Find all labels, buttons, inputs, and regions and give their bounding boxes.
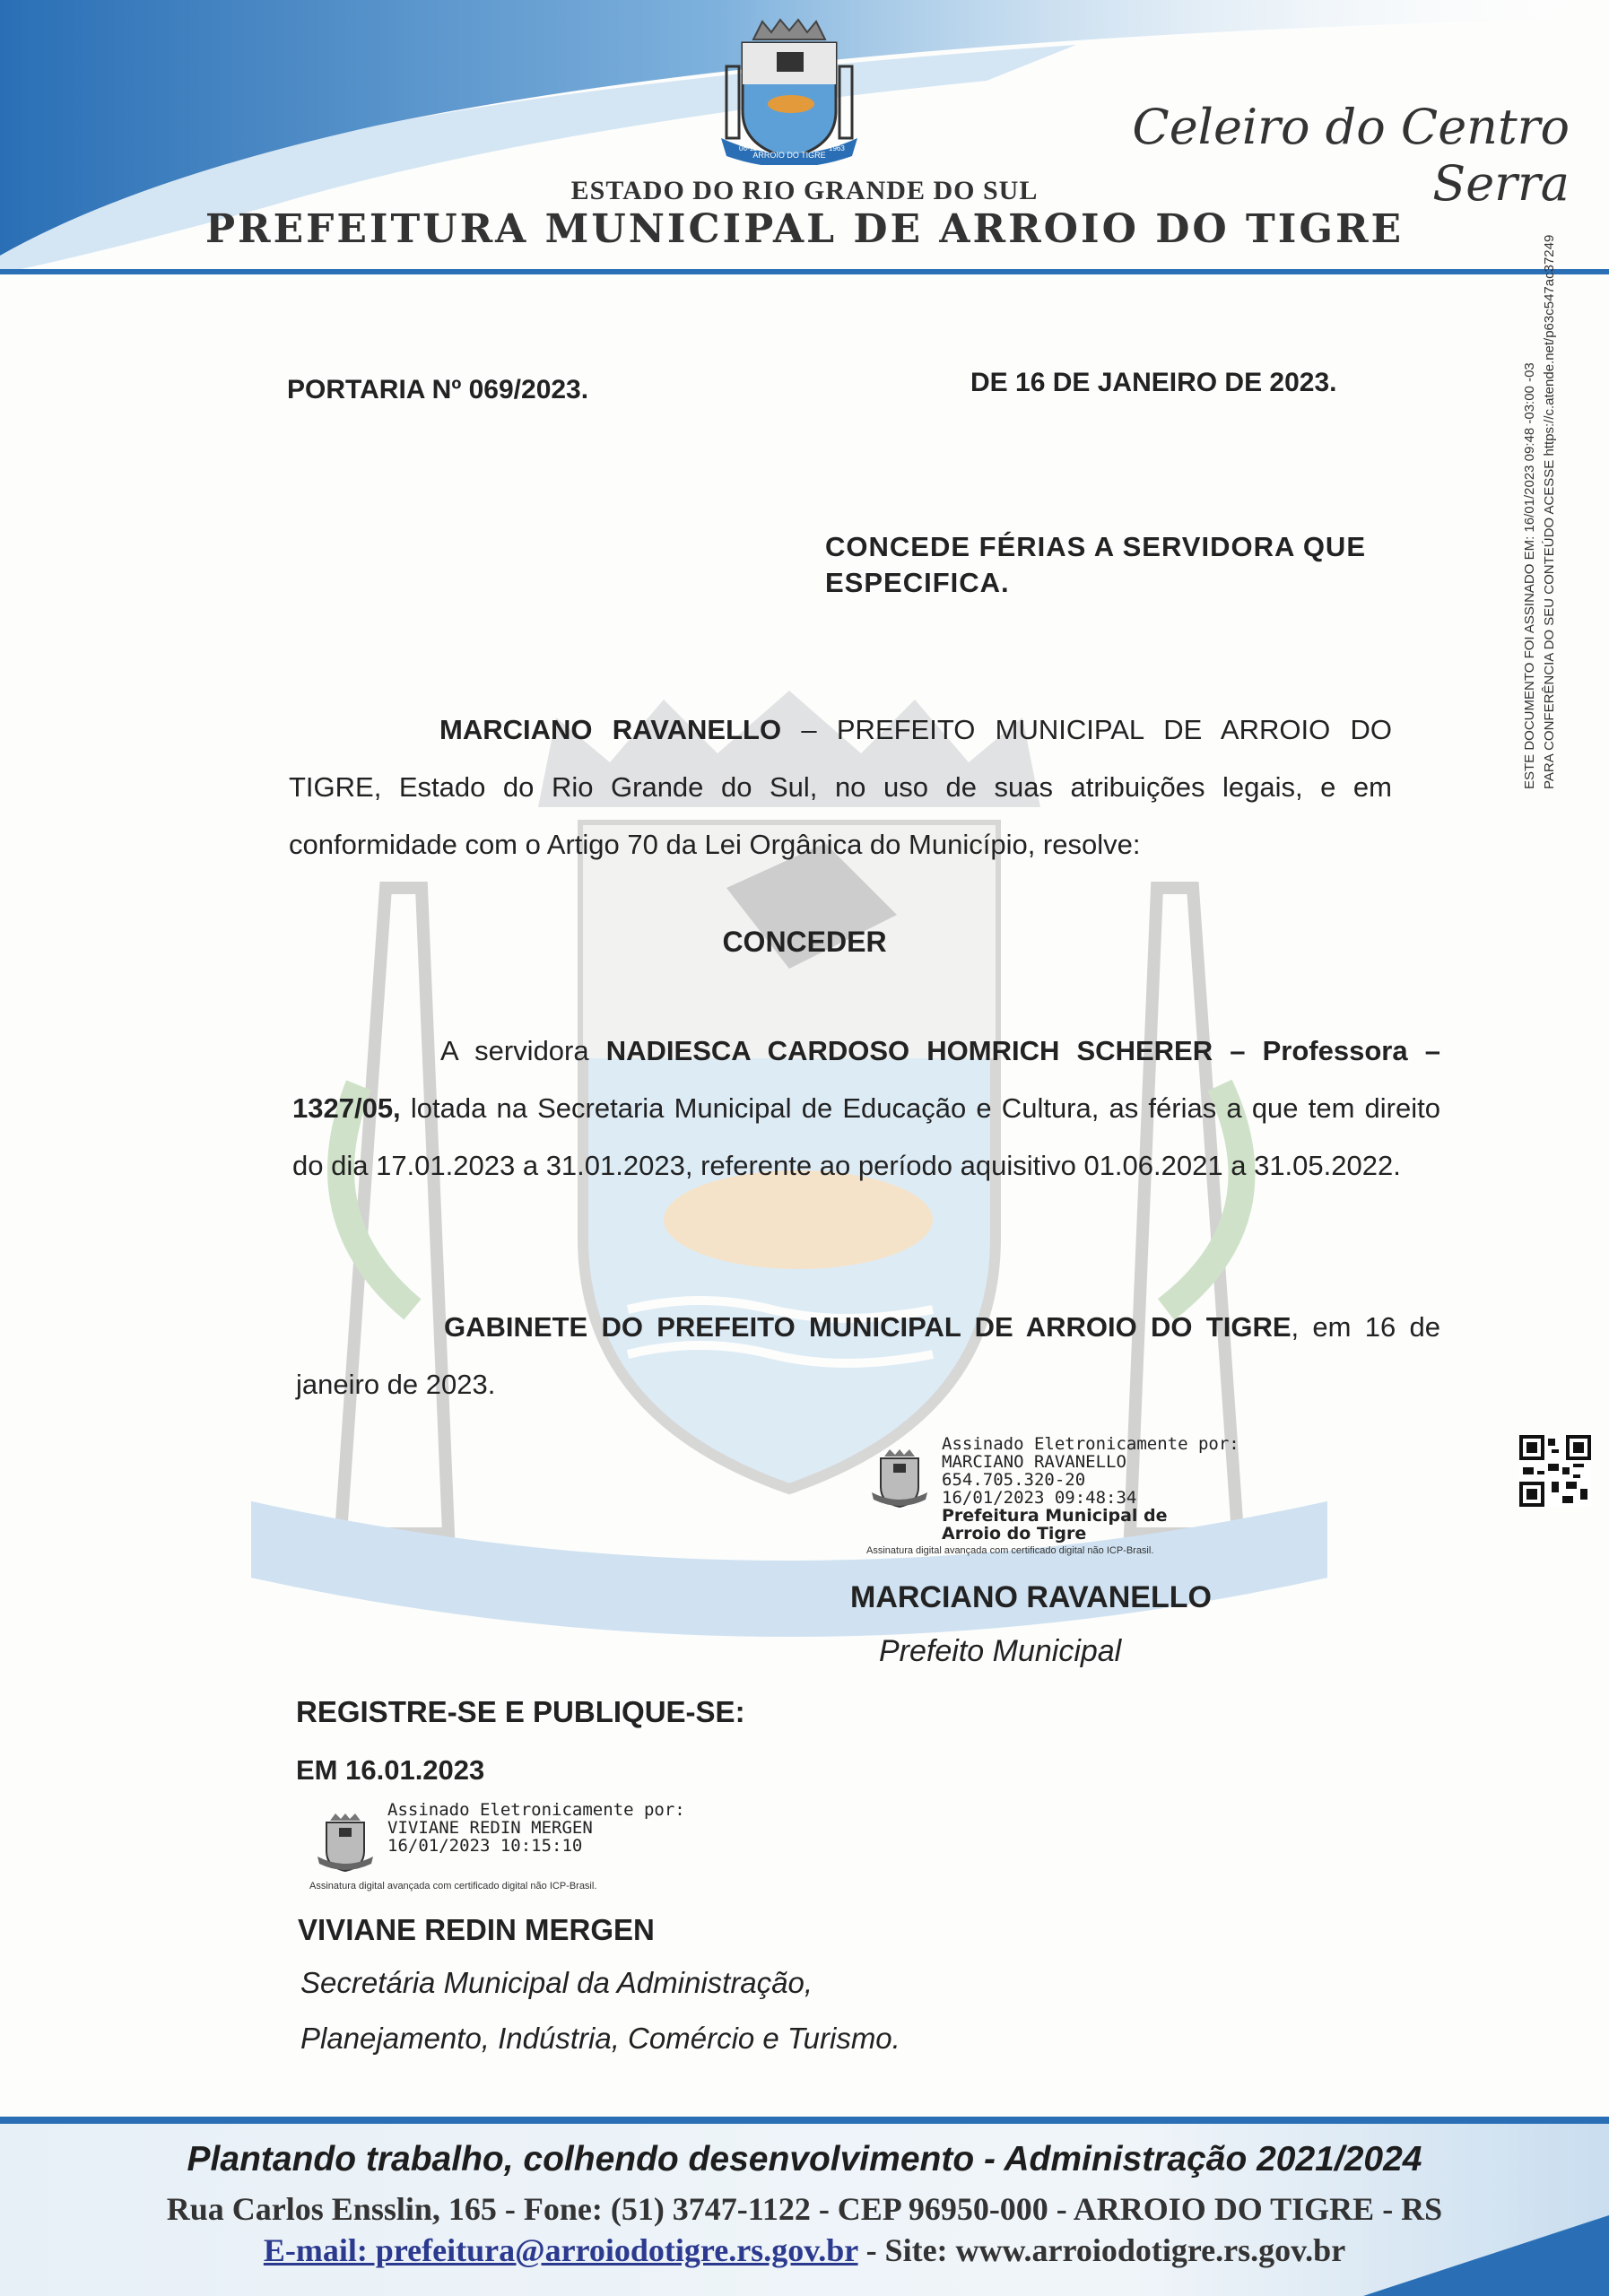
portaria-number: PORTARIA Nº 069/2023. (287, 375, 589, 404)
paragraph-preamble (289, 701, 1392, 874)
grant-text: lotada na Secretaria Municipal de Educação e Cultura, as férias a que tem direito do dia 17.01.2023 a 31.01.2023, referente ao período aquisitivo 01.06.2021 a 31.05.2022. (292, 1092, 1440, 1181)
signed-datetime: 16/01/2023 09:48:34 (942, 1488, 1137, 1508)
mayor-signature-name: MARCIANO RAVANELLO (850, 1580, 1212, 1614)
footer-slogan: Plantando trabalho, colhendo desenvolvimento - Administração 2021/2024 (187, 2140, 1422, 2179)
coat-of-arms-logo (718, 13, 861, 165)
svg-text:ARROIO DO TIGRE: ARROIO DO TIGRE (752, 151, 826, 160)
signed-by-label: Assinado Eletronicamente por: (387, 1800, 685, 1820)
signer-name: MARCIANO RAVANELLO (942, 1452, 1126, 1472)
qr-code[interactable] (1519, 1435, 1591, 1507)
signature-seal-icon (868, 1448, 931, 1510)
footer-contact (0, 2231, 1609, 2269)
conceder-heading: CONCEDER (722, 926, 887, 958)
footer-address: Rua Carlos Ensslin, 165 - Fone: (51) 3747-1122 - CEP 96950-000 - ARROIO DO TIGRE - RS (166, 2191, 1443, 2227)
signature-note: Assinatura digital avançada com certificado digital não ICP-Brasil. (309, 1881, 597, 1892)
signature-note: Assinatura digital avançada com certificado digital não ICP-Brasil. (866, 1545, 1154, 1556)
grant-intro: A servidora (440, 1035, 606, 1066)
motto: Celeiro do Centro Serra (1132, 99, 1570, 212)
verification-side-text (1520, 72, 1574, 789)
cabinet-name: GABINETE DO PREFEITO MUNICIPAL DE ARROIO DO TIGRE (444, 1311, 1292, 1343)
verification-line1: ESTE DOCUMENTO FOI ASSINADO EM: 16/01/2023 09:48 -03:00 -03 (1522, 362, 1537, 789)
paragraph-grant (292, 1022, 1440, 1195)
signature-meta-mayor (942, 1435, 1239, 1543)
svg-text:06-11: 06-11 (739, 144, 757, 152)
secretary-role-line2: Planejamento, Indústria, Comércio e Turismo. (300, 2022, 900, 2055)
verification-line2: PARA CONFERÊNCIA DO SEU CONTEÚDO ACESSE https://c.atende.net/p63c547ac37249 (1542, 234, 1557, 789)
svg-text:1963: 1963 (829, 144, 845, 152)
signer-org-line2: Arroio do Tigre (942, 1524, 1087, 1544)
signer-name: VIVIANE REDIN MERGEN (387, 1818, 593, 1838)
employee-name: NADIESCA CARDOSO HOMRICH SCHERER – Professora – 1327/05, (292, 1035, 1440, 1124)
municipality-title: PREFEITURA MUNICIPAL DE ARROIO DO TIGRE (204, 206, 1405, 252)
signed-by-label: Assinado Eletronicamente por: (942, 1434, 1239, 1454)
signature-meta-secretary (387, 1801, 685, 1855)
document-date: DE 16 DE JANEIRO DE 2023. (970, 368, 1337, 397)
paragraph-closing (296, 1299, 1440, 1413)
signer-cpf: 654.705.320-20 (942, 1470, 1086, 1490)
email-link[interactable]: E-mail: prefeitura@arroiodotigre.rs.gov.br (263, 2232, 858, 2268)
mayor-role: Prefeito Municipal (879, 1634, 1122, 1668)
ementa: CONCEDE FÉRIAS A SERVIDORA QUE ESPECIFICA. (825, 531, 1367, 598)
signed-datetime: 16/01/2023 10:15:10 (387, 1836, 583, 1856)
closing-text: , em 16 de janeiro de 2023. (296, 1311, 1440, 1400)
publication-date: EM 16.01.2023 (296, 1754, 485, 1786)
preamble-text: – PREFEITO MUNICIPAL DE ARROIO DO TIGRE, Estado do Rio Grande do Sul, no uso de suas atribuições legais, e em conformidade com o Artigo 70 da Lei Orgânica do Município, resolve: (289, 714, 1392, 860)
mayor-name: MARCIANO RAVANELLO (439, 714, 782, 745)
signer-org-line1: Prefeitura Municipal de (942, 1506, 1168, 1526)
secretary-signature-name: VIVIANE REDIN MERGEN (298, 1913, 655, 1946)
registre-publique: REGISTRE-SE E PUBLIQUE-SE: (296, 1695, 745, 1728)
secretary-role-line1: Secretária Municipal da Administração, (300, 1966, 813, 1999)
state-name: ESTADO DO RIO GRANDE DO SUL (570, 176, 1039, 205)
site-text: - Site: www.arroiodotigre.rs.gov.br (857, 2232, 1346, 2268)
signature-seal-icon (314, 1812, 377, 1874)
